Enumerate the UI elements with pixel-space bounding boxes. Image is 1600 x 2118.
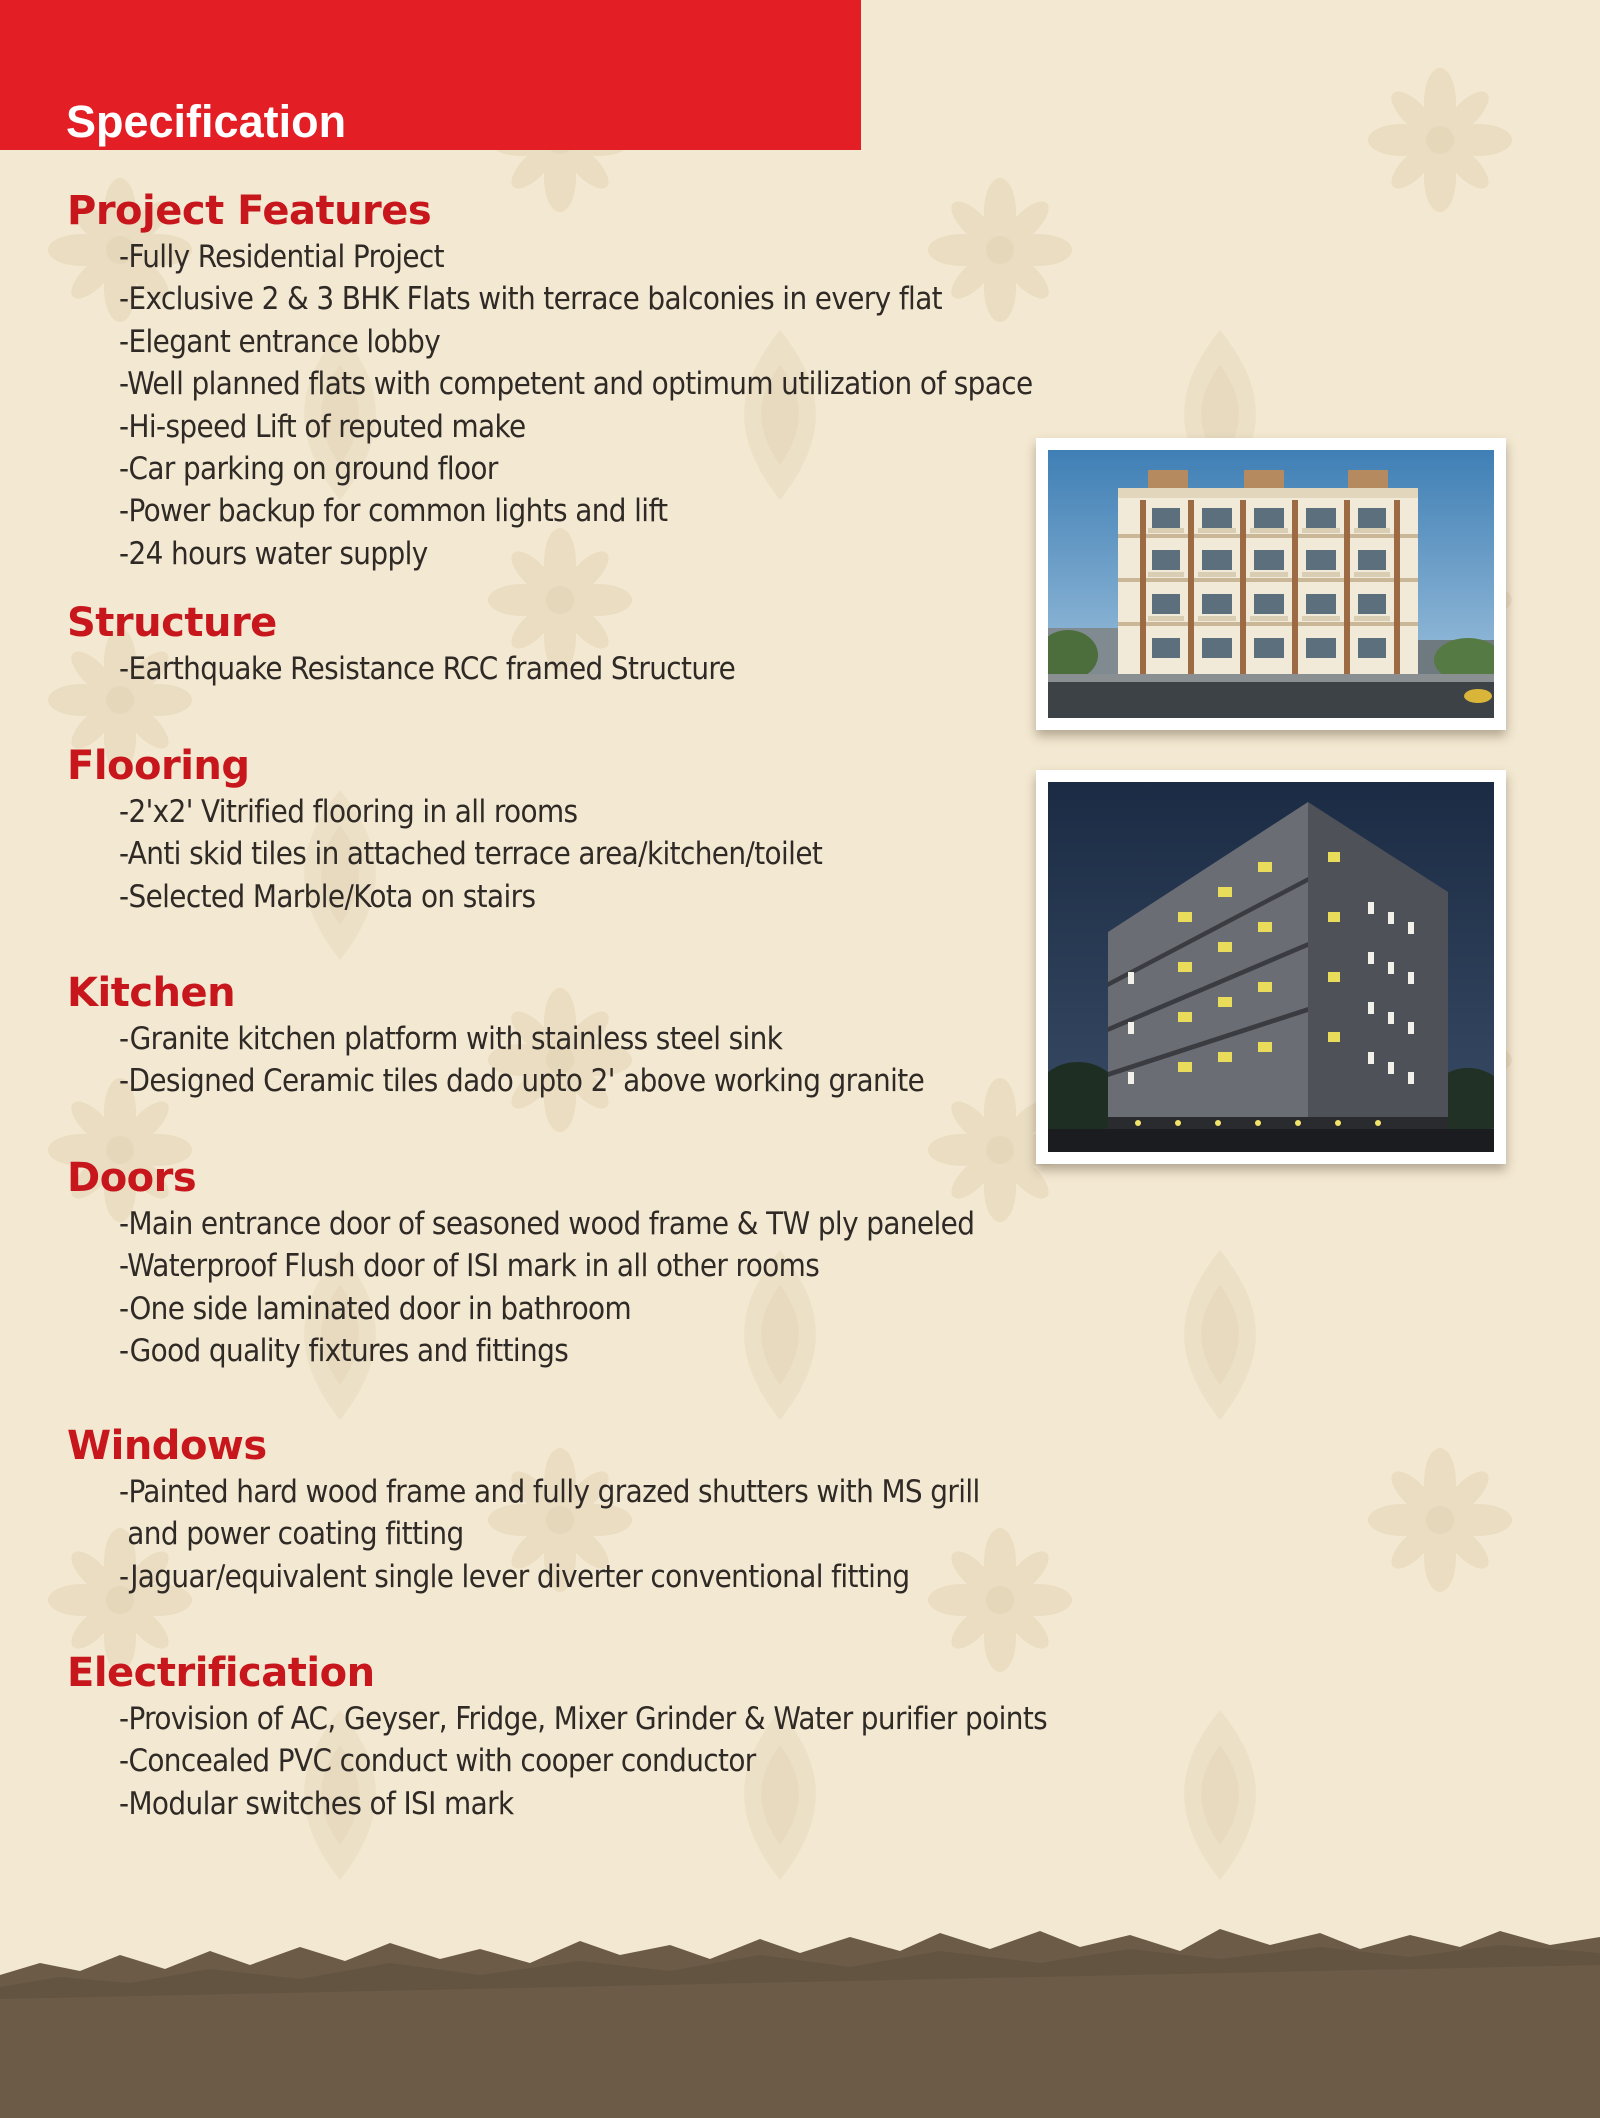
list-item: -Jaguar/equivalent single lever diverter conventional fitting xyxy=(119,1558,910,1595)
section-structure xyxy=(67,598,735,690)
section-windows xyxy=(67,1421,980,1598)
list-item: -Elegant entrance lobby xyxy=(119,323,441,360)
building-day-render xyxy=(1036,438,1506,730)
section-doors xyxy=(67,1153,974,1373)
list-item: -Painted hard wood frame and fully grazed shutters with MS grill xyxy=(119,1474,980,1510)
list-item: -Hi-speed Lift of reputed make xyxy=(119,408,526,445)
list-item: -Designed Ceramic tiles dado upto 2' above working granite xyxy=(119,1063,925,1100)
section-title: Electrification xyxy=(67,1650,375,1696)
building-icon xyxy=(1048,782,1494,1152)
header-band xyxy=(0,0,861,150)
footer-band xyxy=(0,1925,1600,2118)
section-title: Doors xyxy=(67,1155,197,1201)
list-item: -Earthquake Resistance RCC framed Structure xyxy=(119,651,736,687)
list-item: -Provision of AC, Geyser, Fridge, Mixer Grinder & Water purifier points xyxy=(119,1701,1048,1737)
list-item: and power coating fitting xyxy=(119,1516,464,1553)
section-title: Flooring xyxy=(67,743,250,789)
section-project-features xyxy=(67,186,1033,575)
list-item: -Power backup for common lights and lift xyxy=(119,493,668,530)
section-kitchen xyxy=(67,968,924,1103)
list-item: -Fully Residential Project xyxy=(119,239,444,275)
list-item: -Main entrance door of seasoned wood frame & TW ply paneled xyxy=(119,1206,975,1242)
building-night-render xyxy=(1036,770,1506,1164)
list-item: -2'x2' Vitrified flooring in all rooms xyxy=(119,794,578,830)
page-title: Specification xyxy=(66,96,347,147)
section-title: Kitchen xyxy=(67,970,236,1016)
list-item: -Well planned flats with competent and optimum utilization of space xyxy=(119,366,1033,403)
section-title: Structure xyxy=(67,600,277,646)
list-item: -24 hours water supply xyxy=(119,535,428,572)
building-icon xyxy=(1048,450,1494,718)
list-item: -Modular switches of ISI mark xyxy=(119,1785,514,1822)
list-item: -Anti skid tiles in attached terrace area/kitchen/toilet xyxy=(119,836,823,873)
list-item: -Selected Marble/Kota on stairs xyxy=(119,878,536,915)
list-item: -Granite kitchen platform with stainless steel sink xyxy=(119,1021,783,1057)
list-item: -Concealed PVC conduct with cooper conductor xyxy=(119,1743,756,1780)
list-item: -One side laminated door in bathroom xyxy=(119,1290,632,1327)
list-item: -Car parking on ground floor xyxy=(119,451,498,488)
list-item: -Exclusive 2 & 3 BHK Flats with terrace balconies in every flat xyxy=(119,281,943,318)
section-title: Windows xyxy=(67,1423,267,1469)
section-electrification xyxy=(67,1648,1047,1825)
section-title: Project Features xyxy=(67,188,432,234)
list-item: -Waterproof Flush door of ISI mark in all other rooms xyxy=(119,1248,820,1285)
list-item: -Good quality fixtures and fittings xyxy=(119,1333,569,1370)
section-flooring xyxy=(67,741,822,918)
